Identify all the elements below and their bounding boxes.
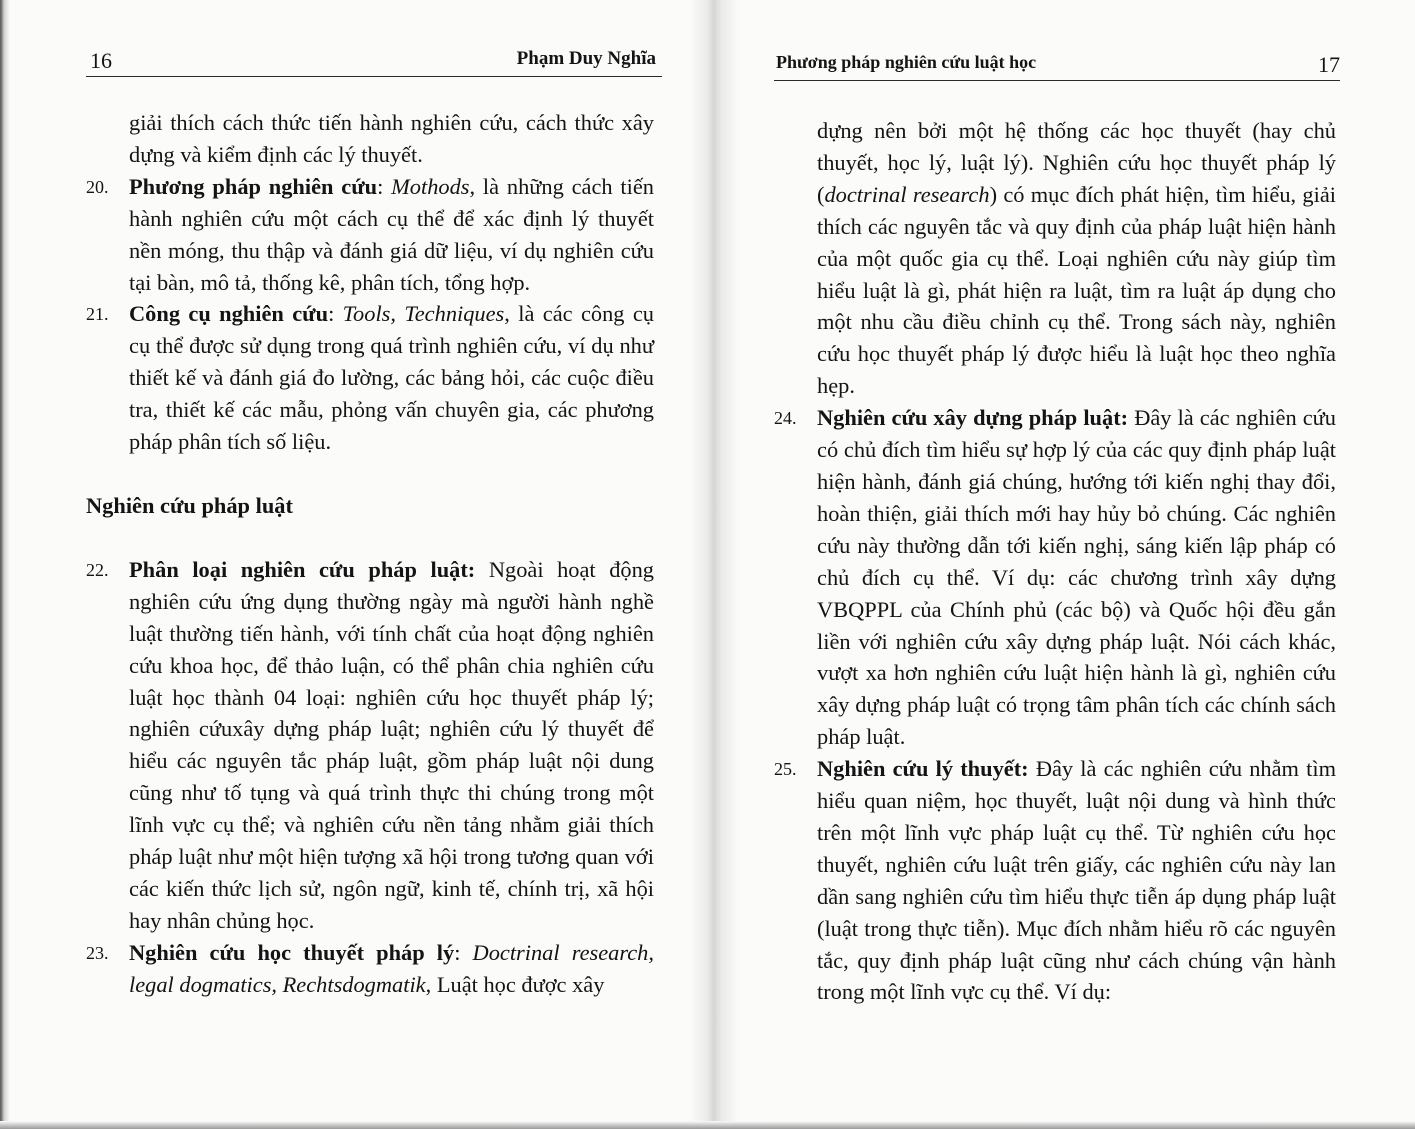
- header-rule: [774, 80, 1340, 81]
- term: Phương pháp nghiên cứu: [129, 173, 378, 199]
- page-number: 17: [1318, 52, 1340, 77]
- list-item: [86, 298, 654, 458]
- item-number: 23.: [86, 942, 109, 963]
- left-page-body: [86, 107, 654, 1001]
- left-page: [86, 0, 662, 997]
- book-gutter: [690, 0, 738, 1129]
- definition: Ngoài hoạt động nghiên cứu ứng dụng thường ngày mà người hành nghề luật thường tiến hành, với tính chất của hoạt động nghiên cứu khoa học, để thảo luận, có thể phân chia nghiên cứu luật học thành 04 loại: nghiên cứu học thuyết pháp lý; nghiên cứuxây dựng pháp luật; nghiên cứu lý thuyết để hiểu các nguyên tắc pháp luật, gồm pháp luật nội dung cũng như tố tụng và quá trình thực thi chúng trong một lĩnh vực cụ thể; và nghiên cứu nền tảng nhằm giải thích pháp luật như một hiện tượng xã hội trong tương quan với các kiến thức lịch sử, ngôn ngữ, kinh tế, chính trị, xã hội hay nhân chủng học.: [129, 556, 654, 933]
- term: Công cụ nghiên cứu: [129, 301, 329, 327]
- continuation-paragraph: giải thích cách thức tiến hành nghiên cứu, cách thức xây dựng và kiểm định các lý thuyết.: [129, 110, 654, 167]
- list-item: [86, 171, 654, 299]
- right-page-header: [774, 0, 1340, 84]
- item-text: Phương pháp nghiên cứu: Mothods, là những cách tiến hành nghiên cứu một cách cụ thể để xác định lý thuyết nền móng, thu thập và đánh giá dữ liệu, ví dụ nghiên cứu tại bàn, mô tả, thống kê, phân tích, tổng hợp.: [129, 173, 654, 295]
- item-number: 24.: [774, 408, 797, 429]
- right-page-body: [774, 115, 1336, 1008]
- definition: , là những cách tiến hành nghiên cứu một cách cụ thể để xác định lý thuyết nền móng, thu thập và đánh giá dữ liệu, ví dụ nghiên cứu tại bàn, mô tả, thống kê, phân tích, tổng hợp.: [129, 173, 654, 295]
- bottom-page-edge: [0, 1121, 1415, 1129]
- list-item: [774, 753, 1336, 1008]
- left-page-edge: [0, 0, 10, 1129]
- definition: , Luật học được xây: [425, 971, 605, 997]
- term-translation: Mothods: [391, 173, 470, 199]
- continuation-paragraph: dựng nên bởi một hệ thống các học thuyết (hay chủ thuyết, học lý, luật lý). Nghiên cứu học thuyết pháp lý (doctrinal research) có mục đích phát hiện, tìm hiểu, giải thích các nguyên tắc và quy định của pháp luật hiện hành của một quốc gia cụ thể. Loại nghiên cứu này giúp tìm hiểu luật là gì, phát hiện ra luật, tìm ra luật áp dụng cho một nhu cầu điều chỉnh cụ thể. Trong sách này, nghiên cứu học thuyết pháp lý được hiểu là luật học theo nghĩa hẹp.: [817, 118, 1336, 399]
- definition: Đây là các nghiên cứu có chủ đích tìm hiểu sự hợp lý của các quy định pháp luật hiện hành, đánh giá chúng, hướng tới kiến nghị thay đổi, hoàn thiện, giải thích mới hay hủy bỏ chúng. Các nghiên cứu này thường dẫn tới kiến nghị, sáng kiến lập pháp có chủ đích cụ thể. Ví dụ: các chương trình xây dựng VBQPPL của Chính phủ (các bộ) và Quốc hội đều gắn liền với nghiên cứu xây dựng pháp luật. Nói cách khác, vượt xa hơn nghiên cứu luật hiện hành là gì, nghiên cứu xây dựng pháp luật có trọng tâm phân tích các chính sách pháp luật.: [817, 405, 1336, 750]
- right-page: [774, 0, 1340, 1005]
- term-translation: doctrinal research: [824, 181, 990, 207]
- section-heading: Nghiên cứu pháp luật: [86, 492, 293, 518]
- item-text: Nghiên cứu học thuyết pháp lý: Doctrinal research, legal dogmatics, Rechtsdogmatik, Luật học được xây: [129, 939, 654, 997]
- term-translation: Doctrinal research, legal dogmatics, Rechtsdogmatik: [129, 939, 654, 997]
- term: Nghiên cứu lý thuyết:: [817, 756, 1029, 782]
- item-text: Công cụ nghiên cứu: Tools, Techniques, là các công cụ cụ thể được sử dụng trong quá trình nghiên cứu, ví dụ như thiết kế và đánh giá đo lường, các bảng hỏi, các cuộc điều tra, thiết kế các mẫu, phỏng vấn chuyên gia, các phương pháp phân tích số liệu.: [129, 301, 654, 455]
- item-text: [817, 753, 1336, 1008]
- item-number: 20.: [86, 176, 109, 197]
- list-item: [86, 554, 654, 937]
- term: Nghiên cứu xây dựng pháp luật:: [817, 405, 1129, 431]
- term-translation: Tools, Techniques: [342, 301, 505, 327]
- item-text: [129, 554, 654, 937]
- item-number: 21.: [86, 304, 109, 325]
- term: Nghiên cứu học thuyết pháp lý: [129, 939, 455, 965]
- list-item: [774, 402, 1336, 753]
- item-number: 22.: [86, 559, 109, 580]
- definition: Đây là các nghiên cứu nhằm tìm hiểu quan niệm, học thuyết, luật nội dung và hình thức trên một lĩnh vực pháp luật cụ thể. Từ nghiên cứu học thuyết, nghiên cứu luật trên giấy, các nghiên cứu này lan dần sang nghiên cứu tìm hiểu thực tiễn áp dụng pháp luật (luật trong thực tiễn). Mục đích nhằm hiểu rõ các nguyên tắc, quy định pháp luật cũng như cách chúng vận hành trong một lĩnh vực cụ thể. Ví dụ:: [817, 756, 1336, 1005]
- item-number: 25.: [774, 759, 797, 780]
- header-rule: [86, 76, 662, 77]
- left-page-header: [86, 0, 662, 84]
- page-number: 16: [90, 48, 112, 73]
- item-text: [817, 402, 1336, 753]
- running-head: Phạm Duy Nghĩa: [516, 48, 656, 69]
- term: Phân loại nghiên cứu pháp luật:: [129, 556, 476, 582]
- running-head: Phương pháp nghiên cứu luật học: [776, 52, 1037, 72]
- list-item: [86, 937, 654, 1001]
- definition: , là các công cụ cụ thể được sử dụng trong quá trình nghiên cứu, ví dụ như thiết kế và đánh giá đo lường, các bảng hỏi, các cuộc điều tra, thiết kế các mẫu, phỏng vấn chuyên gia, các phương pháp phân tích số liệu.: [129, 301, 654, 455]
